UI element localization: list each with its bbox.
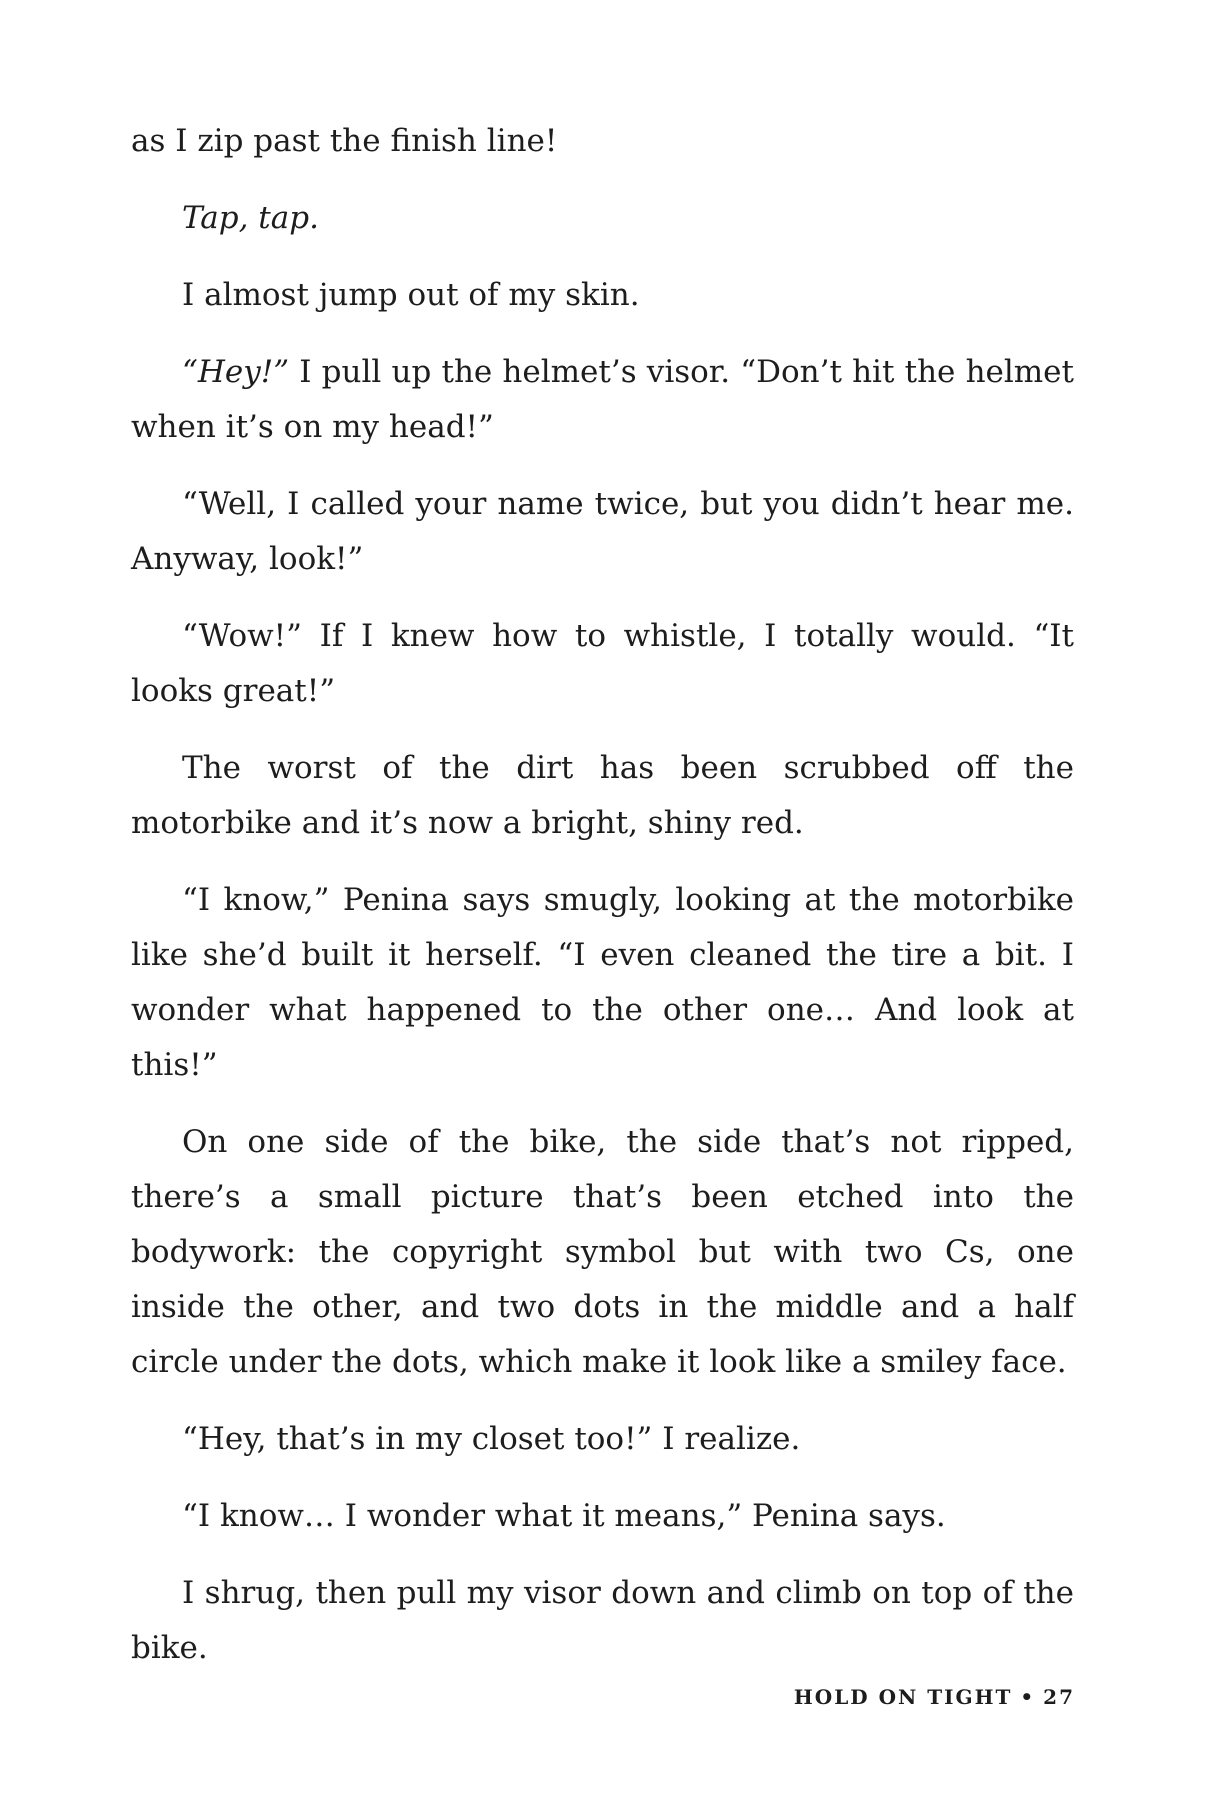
paragraph-2	[131, 191, 1074, 246]
paragraph-text-italic: “Hey!”	[182, 354, 290, 390]
paragraph-text: The worst of the dirt has been scrubbed off the motorbike and it’s now a bright, shiny red.	[131, 750, 1074, 841]
paragraph-text: as I zip past the finish line!	[131, 123, 558, 159]
paragraph-text: On one side of the bike, the side that’s not ripped, there’s a small picture that’s been etched into the bodywork: the copyright symbol but with two Cs, one inside the other, and two dots in the middle and a half circle under the dots, which make it look like a smiley face.	[131, 1124, 1074, 1380]
page-number: 27	[1043, 1685, 1075, 1709]
paragraph-text: “I know… I wonder what it means,” Penina says.	[182, 1498, 946, 1534]
paragraph-3	[131, 268, 1074, 323]
paragraph-12	[131, 1566, 1074, 1676]
paragraph-text: I almost jump out of my skin.	[182, 277, 640, 313]
paragraph-text: “I know,” Penina says smugly, looking at the motorbike like she’d built it herself. “I even cleaned the tire a bit. I wonder what happened to the other one… And look at this!”	[131, 882, 1074, 1083]
paragraph-4	[131, 345, 1074, 455]
paragraph-text: I shrug, then pull my visor down and climb on top of the bike.	[131, 1575, 1074, 1666]
paragraph-text: “Wow!” If I knew how to whistle, I totally would. “It looks great!”	[131, 618, 1074, 709]
paragraph-5	[131, 477, 1074, 587]
paragraph-8	[131, 873, 1074, 1093]
paragraph-text: “Well, I called your name twice, but you didn’t hear me. Anyway, look!”	[131, 486, 1074, 577]
paragraph-9	[131, 1115, 1074, 1390]
paragraph-11	[131, 1489, 1074, 1544]
paragraph-text: “Hey, that’s in my closet too!” I realize.	[182, 1421, 801, 1457]
page-body	[131, 114, 1074, 1698]
paragraph-10	[131, 1412, 1074, 1467]
paragraph-text-italic: Tap, tap.	[182, 200, 319, 236]
running-footer	[794, 1685, 1075, 1709]
paragraph-text: I pull up the helmet’s visor. “Don’t hit the helmet when it’s on my head!”	[131, 354, 1074, 445]
footer-separator: •	[1020, 1685, 1036, 1709]
paragraph-7	[131, 741, 1074, 851]
paragraph-6	[131, 609, 1074, 719]
book-title: HOLD ON TIGHT	[793, 1685, 1013, 1709]
paragraph-1	[131, 114, 1074, 169]
